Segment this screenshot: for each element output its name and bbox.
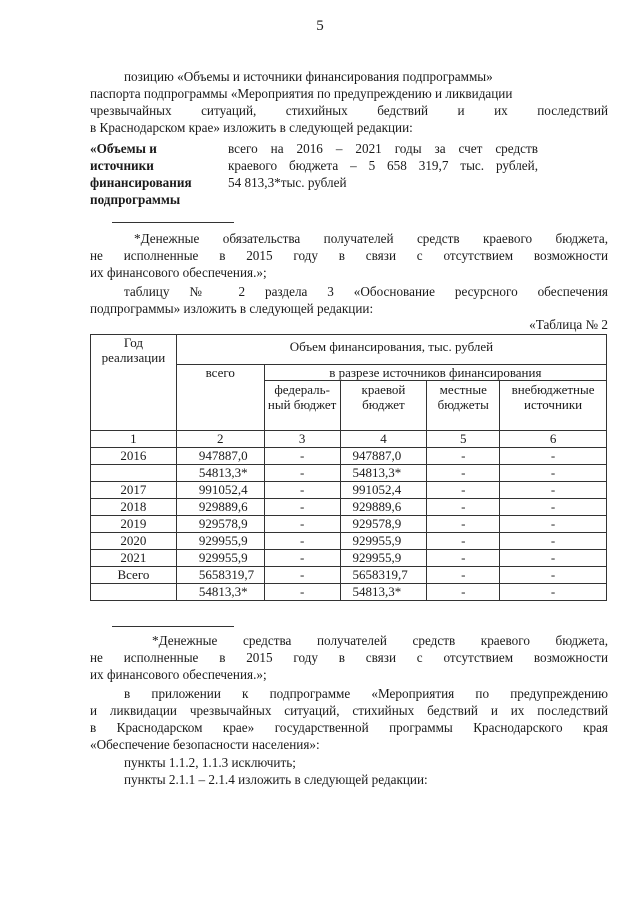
row-regional: 54813,3* — [340, 584, 427, 601]
footnote-divider — [112, 222, 234, 223]
row-local: - — [427, 550, 500, 567]
table-row — [91, 516, 607, 533]
footnote-line: их финансового обеспечения.»; — [90, 667, 267, 682]
col-number: 4 — [340, 431, 427, 448]
table-caption: «Таблица № 2 — [529, 317, 608, 332]
table-row — [91, 550, 607, 567]
footnote-line: *Денежные обязательства получателей средств краевого бюджета, — [134, 231, 608, 246]
footnote-line: не исполненные в 2015 году в связи с отсутствием возможности — [90, 650, 608, 665]
passport-label — [90, 140, 222, 208]
header-local: местные бюджеты — [427, 381, 500, 431]
row-federal: - — [264, 533, 340, 550]
financing-table — [90, 334, 607, 601]
row-extra: - — [500, 465, 607, 482]
row-regional: 929955,9 — [340, 550, 427, 567]
passport-label-line: финансирования — [90, 175, 192, 190]
row-year: 2017 — [91, 482, 177, 499]
row-federal: - — [264, 465, 340, 482]
footnote-line: не исполненные в 2015 году в связи с отсутствием возможности — [90, 248, 608, 263]
row-total: 991052,4 — [176, 482, 264, 499]
row-federal: - — [264, 584, 340, 601]
header-regional: краевой бюджет — [340, 381, 427, 431]
row-extra: - — [500, 533, 607, 550]
row-federal: - — [264, 550, 340, 567]
appendix-line: и ликвидации чрезвычайных ситуаций, стихийных бедствий и их последствий — [90, 703, 608, 718]
header-volume: Объем финансирования, тыс. рублей — [176, 335, 606, 365]
row-extra: - — [500, 584, 607, 601]
footnote-line: *Денежные средства получателей средств краевого бюджета, — [152, 633, 608, 648]
col-number: 3 — [264, 431, 340, 448]
row-regional: 929578,9 — [340, 516, 427, 533]
header-year: Год реализации — [91, 335, 177, 431]
row-regional: 5658319,7 — [340, 567, 427, 584]
row-total: 54813,3* — [176, 584, 264, 601]
table-row — [91, 482, 607, 499]
row-extra: - — [500, 499, 607, 516]
intro-line: в Краснодарском крае» изложить в следующей редакции: — [90, 120, 413, 135]
row-year — [91, 465, 177, 482]
row-local: - — [427, 533, 500, 550]
intro-line: паспорта подпрограммы «Мероприятия по предупреждению и ликвидации — [90, 86, 513, 101]
row-federal: - — [264, 448, 340, 465]
table-row — [91, 584, 607, 601]
passport-label-line: «Объемы и — [90, 141, 157, 156]
header-by-sources: в разрезе источников финансирования — [264, 365, 606, 381]
row-regional: 991052,4 — [340, 482, 427, 499]
row-year: 2018 — [91, 499, 177, 516]
row-federal: - — [264, 567, 340, 584]
row-local: - — [427, 482, 500, 499]
points-exclude: пункты 1.1.2, 1.1.3 исключить; — [124, 755, 296, 770]
row-total: 929889,6 — [176, 499, 264, 516]
row-local: - — [427, 584, 500, 601]
table-row — [91, 567, 607, 584]
passport-value-line: краевого бюджета – 5 658 319,7 тыс. рублей, — [228, 158, 538, 173]
header-total: всего — [176, 365, 264, 431]
row-local: - — [427, 448, 500, 465]
col-number: 6 — [500, 431, 607, 448]
column-number-row — [91, 431, 607, 448]
table-intro-line: подпрограммы» изложить в следующей редакции: — [90, 301, 374, 316]
points-edit: пункты 2.1.1 – 2.1.4 изложить в следующей редакции: — [124, 772, 428, 787]
table-row — [91, 448, 607, 465]
row-year: 2019 — [91, 516, 177, 533]
row-federal: - — [264, 516, 340, 533]
appendix-line: в Краснодарском крае» государственной программы Краснодарского края — [90, 720, 608, 735]
row-local: - — [427, 567, 500, 584]
appendix-line: в приложении к подпрограмме «Мероприятия по предупреждению — [124, 686, 608, 701]
row-local: - — [427, 499, 500, 516]
intro-line: позицию «Объемы и источники финансирования подпрограммы» — [124, 69, 493, 84]
row-total: 929955,9 — [176, 550, 264, 567]
intro-line: чрезвычайных ситуаций, стихийных бедствий и их последствий — [90, 103, 608, 118]
row-year: 2016 — [91, 448, 177, 465]
row-local: - — [427, 465, 500, 482]
row-regional: 929889,6 — [340, 499, 427, 516]
table-intro — [90, 283, 608, 317]
table-intro-line: таблицу № 2 раздела 3 «Обоснование ресурсного обеспечения — [124, 284, 608, 299]
row-regional: 947887,0 — [340, 448, 427, 465]
col-number: 1 — [91, 431, 177, 448]
row-total: 929955,9 — [176, 533, 264, 550]
row-total: 929578,9 — [176, 516, 264, 533]
passport-value-line: 54 813,3*тыс. рублей — [228, 175, 347, 190]
appendix-paragraph — [90, 685, 608, 753]
row-extra: - — [500, 448, 607, 465]
passport-value-line: всего на 2016 – 2021 годы за счет средств — [228, 141, 538, 156]
passport-value — [228, 140, 538, 191]
appendix-line: «Обеспечение безопасности населения»: — [90, 737, 320, 752]
row-year: 2021 — [91, 550, 177, 567]
row-regional: 929955,9 — [340, 533, 427, 550]
col-number: 5 — [427, 431, 500, 448]
row-total: 947887,0 — [176, 448, 264, 465]
row-extra: - — [500, 482, 607, 499]
col-number: 2 — [176, 431, 264, 448]
row-local: - — [427, 516, 500, 533]
header-federal: федераль-ный бюджет — [264, 381, 340, 431]
row-federal: - — [264, 499, 340, 516]
intro-paragraph — [90, 68, 608, 136]
footnote-1 — [90, 230, 608, 281]
footnote-line: их финансового обеспечения.»; — [90, 265, 267, 280]
table-row — [91, 499, 607, 516]
row-total: 54813,3* — [176, 465, 264, 482]
row-regional: 54813,3* — [340, 465, 427, 482]
row-extra: - — [500, 516, 607, 533]
footnote-divider — [112, 626, 234, 627]
table-row — [91, 465, 607, 482]
row-federal: - — [264, 482, 340, 499]
passport-label-line: подпрограммы — [90, 192, 181, 207]
header-extra: внебюджетные источники — [500, 381, 607, 431]
table-row — [91, 533, 607, 550]
row-year: 2020 — [91, 533, 177, 550]
row-year: Всего — [91, 567, 177, 584]
page-number: 5 — [316, 18, 324, 34]
passport-label-line: источники — [90, 158, 154, 173]
footnote-2 — [90, 632, 608, 683]
row-year — [91, 584, 177, 601]
row-total: 5658319,7 — [176, 567, 264, 584]
row-extra: - — [500, 567, 607, 584]
row-extra: - — [500, 550, 607, 567]
